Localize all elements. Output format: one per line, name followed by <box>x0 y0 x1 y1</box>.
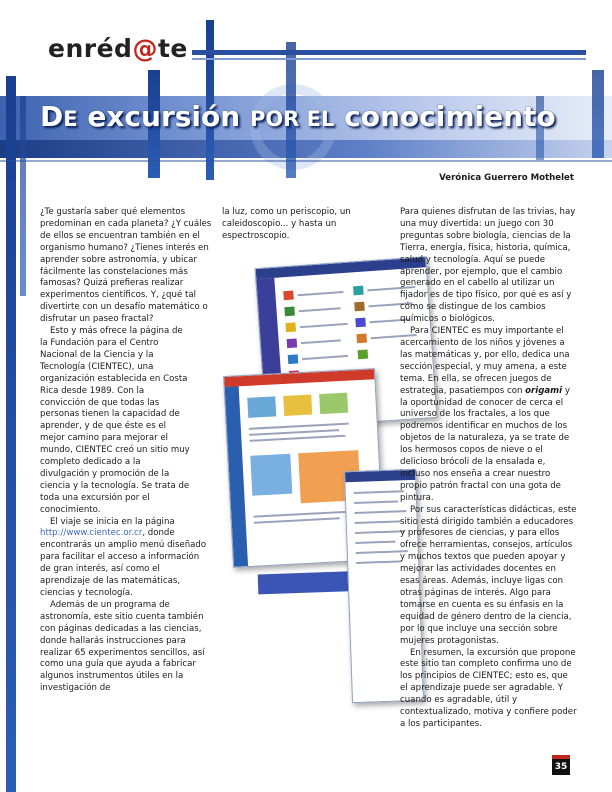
col1-paragraph-3 <box>40 517 210 600</box>
thumb <box>283 395 312 416</box>
title-cap: D <box>40 100 64 133</box>
column-2 <box>222 207 392 243</box>
col3-paragraph-3: Por sus características didácticas, este sitio está dirigido también a educadores y profesores de ciencias, y para ellos ofrece herramientas, consejos, artículos y muchos textos que pueden apoyar y mejorar las actividades docentes en esas áreas. Además, incluye ligas con otras páginas de interés. Algo para tomarse en cuenta es su énfasis en la equidad de género dentro de la ciencia, por lo que incluye una sección sobre mujeres protagonistas. <box>400 504 577 646</box>
text-line <box>297 291 343 296</box>
section-logo <box>48 34 188 63</box>
author-byline: Verónica Guerrero Mothelet <box>439 173 574 183</box>
col3-paragraph-1: Para quienes disfrutan de las trivias, hay una muy divertida: un juego con 30 preguntas sobre biología, ciencias de la Tierra, energía, física, historia, química, salud y tecnología. Aquí se puede aprender, por ejemplo, que el cambio generado en el cabello al utilizar un fijador es de tipo físico, por qué es así y cómo se distingue de los cambios químicos o biológicos. <box>400 207 576 325</box>
column-1 <box>40 207 216 695</box>
col1-paragraph-1: ¿Te gustaría saber qué elementos predominan en cada planeta? ¿Y cuáles de ellos se encuentran también en el organismo humano? ¿Tienes interés en aprender sobre astronomía, y ubicar fácilmente las constelaciones más famosas? Quizá prefieras realizar experimentos científicos. Y, ¿qué tal divertirte con un desafío matemático o disfrutar un paseo fractal? <box>40 207 212 325</box>
left-vertical-bar-thin <box>20 96 26 296</box>
thumb <box>283 291 294 301</box>
logo-rule-thin <box>192 58 586 60</box>
thumb <box>284 307 295 317</box>
text-line <box>354 510 406 514</box>
col1-paragraph-3-text: El viaje se inicia en la página <box>50 516 175 527</box>
page-number: 35 <box>552 759 570 775</box>
col1-paragraph-2: Esto y más ofrece la página de la Fundación para el Centro Nacional de la Ciencia y la Tecnología (CIENTEC), una organización establecida en Costa Rica desde 1989. Con la convicción de que todas las personas tienen la capacidad de aprender, y de que éste es el mejor camino para mejorar el mundo, CIENTEC creó un sitio muy completo dedicado a la divulgación y promoción de la ciencia y la tecnología. Se trata de toda una excursión por el conocimiento. <box>40 326 190 515</box>
col3-paragraph-2-rest: y la oportunidad de conocer de cerca el universo de los fractales, a los que podremos identificar en muchos de los objetos de la naturaleza, ya se trate de los hermosos copos de nieve o el delicioso brócoli de la ensalada e, incluso nos enseña a crear nuestro propio patrón fractal con una gota de pintura. <box>400 385 570 503</box>
article-title <box>40 100 556 133</box>
thumb <box>247 396 276 417</box>
header-bottom-rule <box>0 160 612 162</box>
col2-paragraph-1: la luz, como un periscopio, un caleidoscopio... y hasta un espectroscopio. <box>222 207 351 241</box>
screenshot-title-bar <box>224 369 374 387</box>
thumb <box>319 393 348 414</box>
column-3 <box>400 207 578 731</box>
origami-term: origami <box>525 385 563 396</box>
text-line <box>354 490 404 494</box>
text-line <box>355 530 405 534</box>
title-word-1: E <box>63 107 78 131</box>
text-line <box>302 355 348 360</box>
text-line <box>356 560 402 564</box>
col1-paragraph-4: Además de un programa de astronomía, este sitio cuenta también con páginas dedicadas a las ciencias, donde hallarás instrucciones para realizar 65 experimentos sencillos, así como una guía que ayuda a fabricar algunos instrumentos útiles en la investigación de <box>40 599 205 694</box>
text-line <box>355 541 395 544</box>
text-line <box>249 435 345 442</box>
title-word-2: excursión <box>87 100 241 133</box>
thumb <box>353 286 364 296</box>
thumb <box>250 454 292 496</box>
title-word-3: POR EL <box>249 107 335 131</box>
thumb <box>287 338 298 348</box>
text-line <box>300 323 348 328</box>
section-logo-at: @ <box>132 34 158 63</box>
text-line <box>354 500 398 504</box>
text-line <box>254 517 340 523</box>
section-logo-pre: enréd <box>48 34 133 63</box>
thumb <box>354 302 365 312</box>
thumb <box>288 354 299 364</box>
text-line <box>301 339 341 344</box>
col3-paragraph-2 <box>400 326 578 505</box>
text-line <box>355 520 401 524</box>
thumb <box>355 318 366 328</box>
section-logo-post: te <box>157 34 188 63</box>
title-word-4: conocimiento <box>344 100 556 133</box>
thumb <box>356 334 367 344</box>
cientec-link[interactable]: http://www.cientec.or.cr <box>40 528 143 539</box>
left-vertical-bar <box>6 76 16 792</box>
thumb <box>285 322 296 332</box>
col3-paragraph-4: En resumen, la excursión que propone este sitio tan completo confirma uno de los principios de CIENTEC; esto es, que el aprendizaje puede ser agradable. Y cuando es agradable, útil y contextualizado, motiva y confiere poder a los participantes. <box>400 647 577 729</box>
header-vertical-bar-5 <box>592 70 604 158</box>
col3-paragraph-2-text: Para CIENTEC es muy importante el acercamiento de los niños y jóvenes a las matemáticas y, por ello, dedica una sección especial, y muy amena, a este tema. En ella, se ofrecen juegos de estrategia, pasatiempos con <box>400 326 570 396</box>
col1-paragraph-3-rest: , donde encontrarás un amplio menú diseñado para facilitar el acceso a información de gran interés, así como el aprendizaje de las matemáticas, ciencias y tecnología. <box>40 528 207 598</box>
logo-rule <box>192 50 586 55</box>
text-line <box>299 307 341 312</box>
thumb <box>358 350 369 360</box>
screenshot-sidebar <box>225 386 248 566</box>
